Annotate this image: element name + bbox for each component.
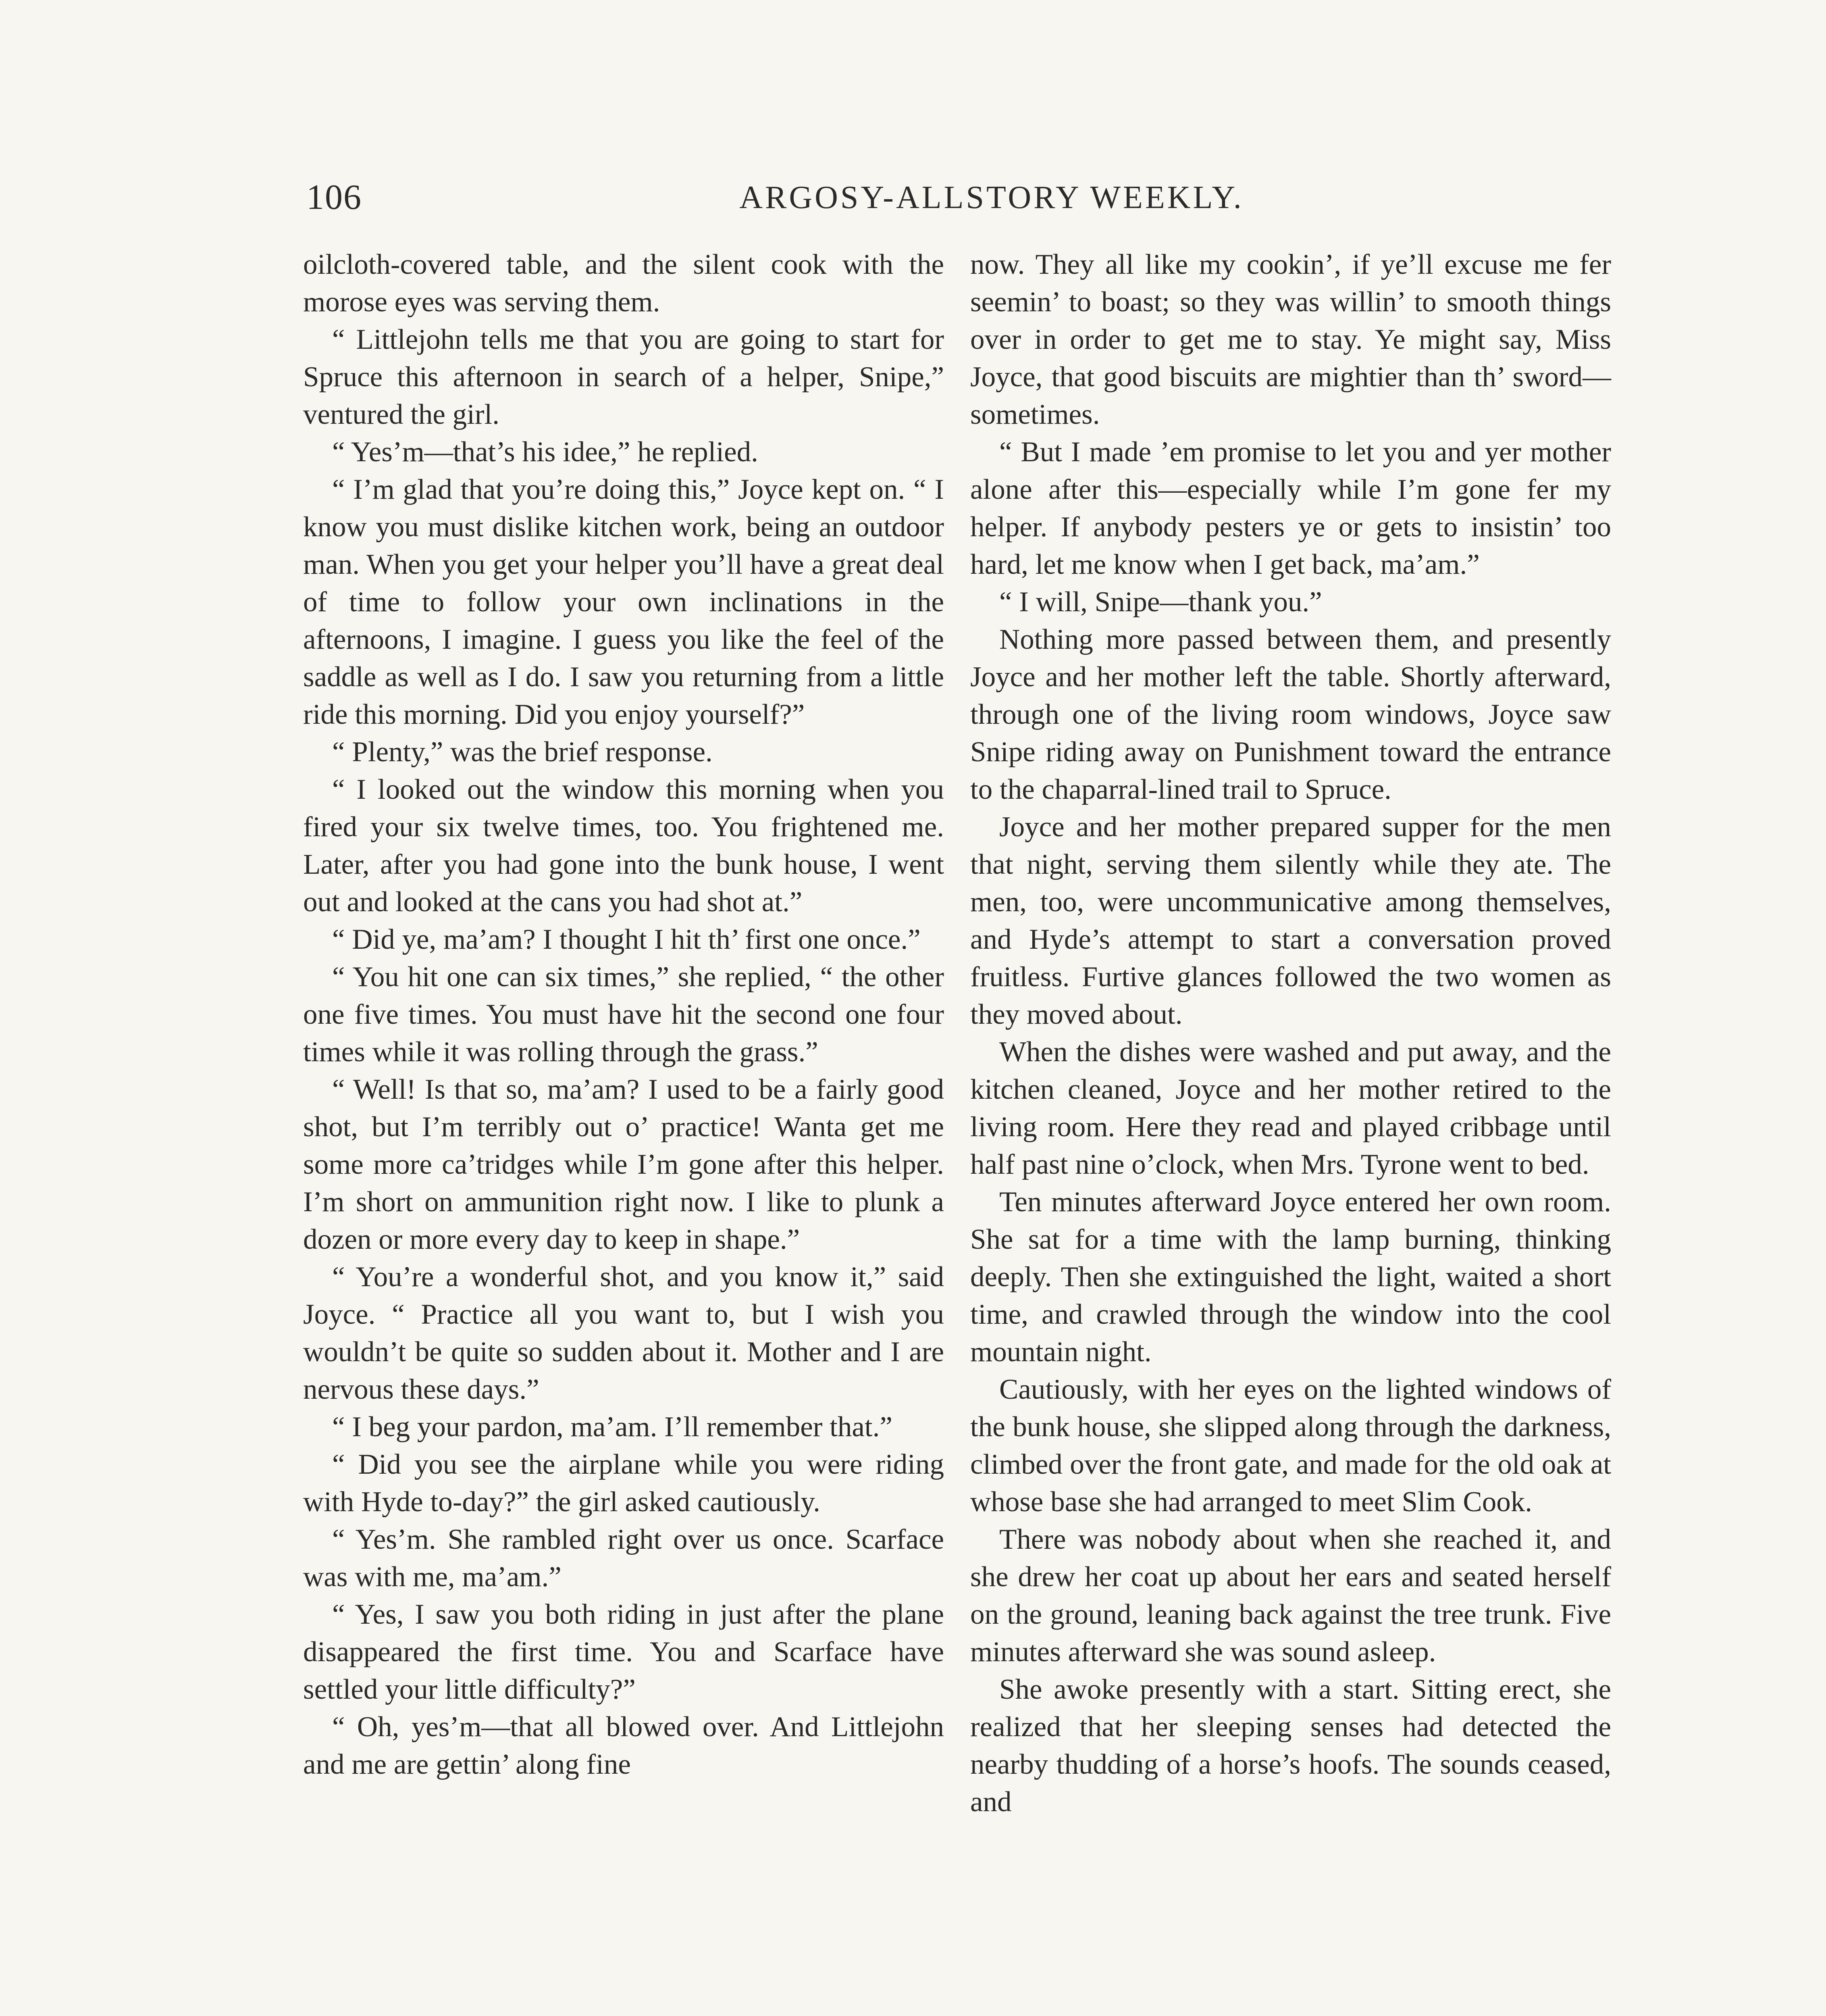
paragraph: “ Did you see the airplane while you were riding with Hyde to-day?” the girl asked cautiously. [303,1449,944,1518]
paragraph: “ I will, Snipe—thank you.” [999,586,1322,618]
running-head: ARGOSY-ALLSTORY WEEKLY. [739,180,1244,215]
paragraph: She awoke presently with a start. Sitting erect, she realized that her sleeping senses had detected the nearby thudding of a horse’s hoofs. The sounds ceased, and [970,1674,1611,1818]
paragraph: Ten minutes afterward Joyce entered her own room. She sat for a time with the lamp burning, thinking deeply. Then she extinguished the light, waited a short time, and crawled through the window into the cool mountain night. [970,1186,1611,1368]
paragraph: “ But I made ’em promise to let you and yer mother alone after this—especially while I’m gone fer my helper. If anybody pesters ye or gets to insistin’ too hard, let me know when I get back, ma’am.” [970,436,1611,580]
paragraph: “ Yes, I saw you both riding in just after the plane disappeared the first time. You and Scarface have settled your little difficulty?” [303,1599,944,1705]
paragraph: “ Yes’m. She rambled right over us once. Scarface was with me, ma’am.” [303,1524,944,1593]
paragraph: When the dishes were washed and put away, and the kitchen cleaned, Joyce and her mother retired to the living room. Here they read and played cribbage until half past nine o’clock, when Mrs. Tyrone went to bed. [970,1036,1611,1180]
page-header [306,173,1596,222]
paragraph: “ You’re a wonderful shot, and you know it,” said Joyce. “ Practice all you want to, but I wish you wouldn’t be quite so sudden about it. Mother and I are nervous these days.” [303,1261,944,1405]
paragraph: “ Well! Is that so, ma’am? I used to be a fairly good shot, but I’m terribly out o’ practice! Wanta get me some more ca’tridges while I’m gone after this helper. I’m short on ammunition right now. I like to plunk a dozen or more every day to keep in shape.” [303,1074,944,1255]
paragraph: “ Plenty,” was the brief response. [332,736,713,768]
paragraph: “ Yes’m—that’s his idee,” he replied. [332,436,758,468]
paragraph: “ I looked out the window this morning when you fired your six twelve times, too. You frightened me. Later, after you had gone into the bunk house, I went out and looked at the cans you had shot at.” [303,774,944,918]
paragraph: now. They all like my cookin’, if ye’ll excuse me fer seemin’ to boast; so they was willin’ to smooth things over in order to get me to stay. Ye might say, Miss Joyce, that good biscuits are mightier than th’ sword—sometimes. [970,249,1611,430]
paragraph: oilcloth-covered table, and the silent cook with the morose eyes was serving them. [303,249,944,318]
paragraph: Joyce and her mother prepared supper for the men that night, serving them silently while they ate. The men, too, were uncommunicative among themselves, and Hyde’s attempt to start a conversation proved fruitless. Furtive glances followed the two women as they moved about. [970,811,1611,1030]
left-column [303,246,944,1783]
right-column [970,246,1611,1821]
paragraph: There was nobody about when she reached it, and she drew her coat up about her ears and seated herself on the ground, leaning back against the tree trunk. Five minutes afterward she was sound asleep. [970,1524,1611,1668]
paragraph: “ I’m glad that you’re doing this,” Joyce kept on. “ I know you must dislike kitchen work, being an outdoor man. When you get your helper you’ll have a great deal of time to follow your own inclinations in the afternoons, I imagine. I guess you like the feel of the saddle as well as I do. I saw you returning from a little ride this morning. Did you enjoy yourself?” [303,474,944,730]
paragraph: Nothing more passed between them, and presently Joyce and her mother left the table. Shortly afterward, through one of the living room windows, Joyce saw Snipe riding away on Punishment toward the entrance to the chaparral-lined trail to Spruce. [970,624,1611,805]
paragraph: Cautiously, with her eyes on the lighted windows of the bunk house, she slipped along through the darkness, climbed over the front gate, and made for the old oak at whose base she had arranged to meet Slim Cook. [970,1374,1611,1518]
page-number: 106 [306,178,362,217]
paragraph: “ Littlejohn tells me that you are going to start for Spruce this afternoon in search of a helper, Snipe,” ventured the girl. [303,324,944,430]
paragraph: “ Did ye, ma’am? I thought I hit th’ first one once.” [332,924,921,955]
paragraph: “ You hit one can six times,” she replied, “ the other one five times. You must have hit the second one four times while it was rolling through the grass.” [303,961,944,1068]
paragraph: “ Oh, yes’m—that all blowed over. And Littlejohn and me are gettin’ along fine [303,1711,944,1780]
paragraph: “ I beg your pardon, ma’am. I’ll remember that.” [332,1411,892,1443]
